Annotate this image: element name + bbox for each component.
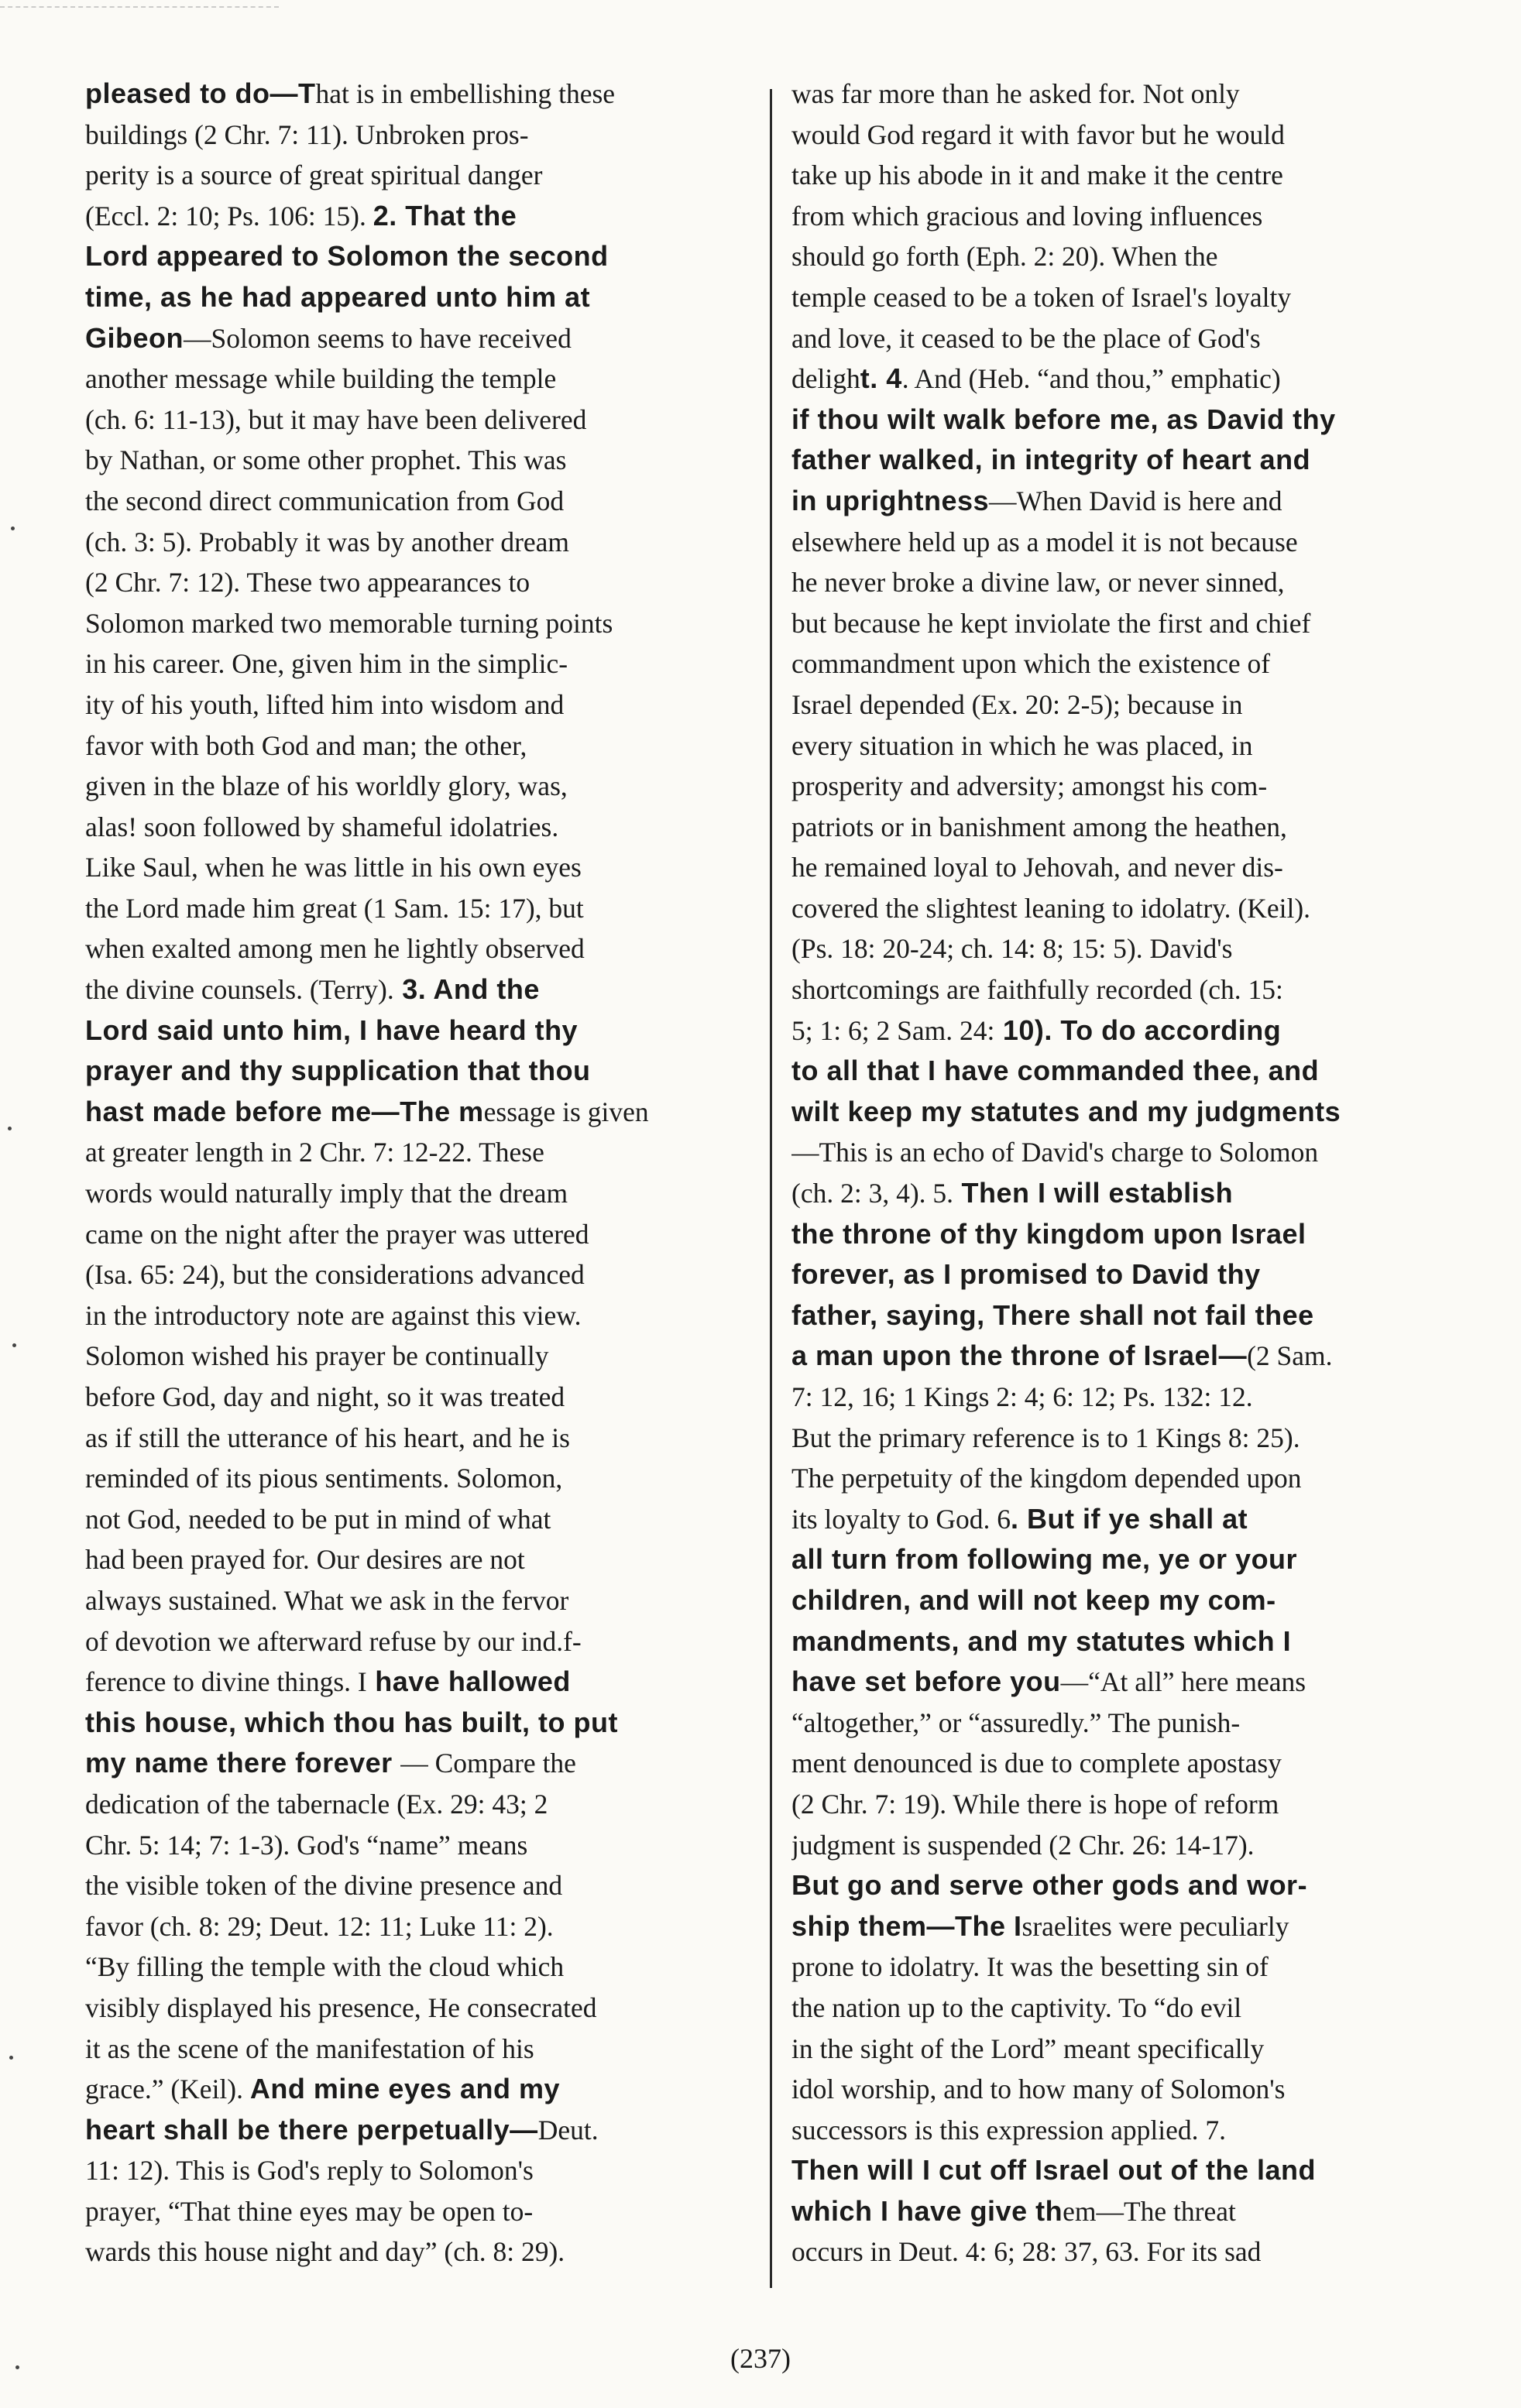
text-line: Solomon wished his prayer be continually: [85, 1340, 549, 1372]
text-line: which I have give them—The threat: [791, 2194, 1236, 2227]
text-line: in the introductory note are against this view.: [85, 1299, 582, 1331]
bold-heading-text: hast made before me—The m: [85, 1095, 484, 1127]
text-line: perity is a source of great spiritual danger: [85, 160, 543, 191]
scan-speck: [11, 527, 15, 530]
bold-heading-text: 3. And the: [393, 973, 540, 1006]
text-line: visibly displayed his presence, He consecrated: [85, 1991, 597, 2023]
text-line: “altogether,” or “assuredly.” The punish-: [791, 1707, 1241, 1738]
bold-heading-text: the throne of thy kingdom upon Israel: [791, 1217, 1306, 1250]
text-line: idol worship, and to how many of Solomon's: [791, 2074, 1286, 2105]
text-line: the Lord made him great (1 Sam. 15: 17), but: [85, 892, 584, 924]
bold-heading-text: Gibeon: [85, 321, 184, 354]
bold-heading-text: have set before you: [791, 1665, 1061, 1698]
text-line: came on the night after the prayer was uttered: [85, 1218, 589, 1250]
text-line: hast made before me—The message is given: [85, 1095, 649, 1127]
page-number: (237): [730, 2343, 791, 2374]
text-line: (Ps. 18: 20-24; ch. 14: 8; 15: 5). David's: [791, 933, 1233, 965]
text-line: he never broke a divine law, or never sinned,: [791, 567, 1285, 599]
bold-heading-text: a man upon the throne of Israel—: [791, 1339, 1248, 1372]
text-line: ship them—The Israelites were peculiarly: [791, 1909, 1289, 1942]
text-line: ment denounced is due to complete apostasy: [791, 1748, 1282, 1779]
text-line: delight. 4. And (Heb. “and thou,” emphatic): [791, 362, 1281, 395]
text-line: [791, 1621, 1465, 1662]
text-line: it as the scene of the manifestation of his: [85, 2032, 534, 2064]
text-line: given in the blaze of his worldly glory, was,: [85, 770, 568, 802]
text-line: prayer, “That thine eyes may be open to-: [85, 2195, 534, 2227]
text-line: [791, 400, 1465, 441]
text-line: he remained loyal to Jehovah, and never dis-: [791, 852, 1283, 883]
text-line: wards this house night and day” (ch. 8: 29).: [85, 2236, 565, 2268]
text-line: But the primary reference is to 1 Kings 8: 25).: [791, 1422, 1300, 1453]
text-line: heart shall be there perpetually—Deut.: [85, 2113, 599, 2146]
text-line: favor with both God and man; the other,: [85, 729, 527, 761]
text-line: [85, 236, 751, 277]
text-line: always sustained. What we ask in the fervor: [85, 1584, 569, 1616]
text-line: the nation up to the captivity. To “do evil: [791, 1991, 1242, 2023]
text-line: have set before you—“At all” here means: [791, 1665, 1306, 1698]
text-line: Gibeon—Solomon seems to have received: [85, 321, 572, 354]
text-line: 11: 12). This is God's reply to Solomon's: [85, 2155, 534, 2187]
text-line: [791, 2150, 1465, 2191]
text-line: should go forth (Eph. 2: 20). When the: [791, 241, 1218, 273]
text-line: but because he kept inviolate the first and chief: [791, 607, 1311, 639]
bold-heading-text: father, saying, There shall not fail thee: [791, 1298, 1314, 1331]
text-line: “By filling the temple with the cloud which: [85, 1951, 565, 1983]
bold-heading-text: prayer and thy supplication that thou: [85, 1055, 591, 1087]
text-line: when exalted among men he lightly observed: [85, 933, 585, 965]
left-column: [85, 74, 768, 2288]
text-line: Israel depended (Ex. 20: 2-5); because in: [791, 688, 1243, 720]
scan-speck: [9, 2056, 13, 2060]
text-line: had been prayed for. Our desires are not: [85, 1544, 525, 1576]
bold-heading-text: to all that I have commanded thee, and: [791, 1055, 1320, 1087]
bold-heading-text: forever, as I promised to David thy: [791, 1258, 1261, 1291]
text-line: as if still the utterance of his heart, and he is: [85, 1422, 570, 1453]
text-line: Like Saul, when he was little in his own eyes: [85, 852, 582, 883]
text-line: [791, 1214, 1465, 1255]
text-line: take up his abode in it and make it the centre: [791, 160, 1283, 191]
text-line: 7: 12, 16; 1 Kings 2: 4; 6: 12; Ps. 132: 12.: [791, 1381, 1253, 1412]
bold-heading-text: But go and serve other gods and wor-: [791, 1869, 1308, 1902]
bold-heading-text: which I have give th: [791, 2194, 1063, 2227]
bold-heading-text: if thou wilt walk before me, as David thy: [791, 403, 1336, 435]
bold-heading-text: children, and will not keep my com-: [791, 1583, 1276, 1616]
text-line: judgment is suspended (2 Chr. 26: 14-17).: [791, 1829, 1255, 1861]
bold-heading-text: this house, which thou has built, to put: [85, 1706, 618, 1738]
scan-edge-mark: [0, 6, 279, 12]
text-line: ference to divine things. I have hallowed: [85, 1665, 571, 1698]
text-line: at greater length in 2 Chr. 7: 12-22. These: [85, 1137, 544, 1168]
text-line: my name there forever — Compare the: [85, 1747, 576, 1779]
text-line: would God regard it with favor but he would: [791, 118, 1285, 150]
text-line: [791, 1254, 1465, 1295]
text-line: 5; 1: 6; 2 Sam. 24: 10). To do according: [791, 1014, 1282, 1046]
bold-heading-text: wilt keep my statutes and my judgments: [791, 1095, 1341, 1127]
text-line: (ch. 2: 3, 4). 5. Then I will establish: [791, 1177, 1234, 1209]
bold-heading-text: 10). To do according: [994, 1014, 1282, 1046]
bold-heading-text: in uprightness: [791, 484, 990, 516]
text-line: (ch. 6: 11-13), but it may have been delivered: [85, 403, 587, 435]
text-line: in his career. One, given him in the simplic-: [85, 648, 568, 680]
text-line: not God, needed to be put in mind of what: [85, 1503, 551, 1535]
column-divider: [770, 89, 772, 2288]
text-line: elsewhere held up as a model it is not because: [791, 526, 1298, 557]
bold-heading-text: all turn from following me, ye or your: [791, 1543, 1298, 1576]
right-column: [782, 74, 1465, 2288]
bold-heading-text: And mine eyes and my: [249, 2073, 561, 2105]
text-line: in uprightness—When David is here and: [791, 484, 1282, 516]
text-line: prone to idolatry. It was the besetting sin of: [791, 1951, 1269, 1983]
text-line: patriots or in banishment among the heathen,: [791, 811, 1287, 842]
bold-heading-text: my name there forever: [85, 1747, 401, 1779]
text-line: [85, 1051, 751, 1092]
text-line: ity of his youth, lifted him into wisdom and: [85, 688, 565, 720]
bold-heading-text: have hallowed: [366, 1665, 571, 1698]
text-line: Solomon marked two memorable turning points: [85, 607, 613, 639]
text-line: [791, 1295, 1465, 1336]
text-line: [791, 1865, 1465, 1906]
text-line: (Isa. 65: 24), but the considerations advanced: [85, 1259, 585, 1291]
text-line: covered the slightest leaning to idolatry. (Keil).: [791, 892, 1311, 924]
text-line: the visible token of the divine presence and: [85, 1870, 563, 1902]
bold-heading-text: . But if ye shall at: [1011, 1502, 1248, 1535]
text-line: [85, 1010, 751, 1051]
bold-heading-text: time, as he had appeared unto him at: [85, 280, 591, 313]
text-line: words would naturally imply that the dream: [85, 1178, 568, 1209]
text-line: —This is an echo of David's charge to Solomon: [791, 1137, 1319, 1168]
bold-heading-text: Then I will establish: [953, 1177, 1234, 1209]
text-line: prosperity and adversity; amongst his com-: [791, 770, 1268, 802]
text-line: in the sight of the Lord” meant specifically: [791, 2032, 1265, 2064]
text-line: [791, 1051, 1465, 1092]
text-line: occurs in Deut. 4: 6; 28: 37, 63. For its sad: [791, 2236, 1262, 2268]
text-line: shortcomings are faithfully recorded (ch. 15:: [791, 974, 1283, 1006]
text-line: (ch. 3: 5). Probably it was by another dream: [85, 526, 570, 557]
text-line: and love, it ceased to be the place of God's: [791, 322, 1261, 354]
bold-heading-text: 2. That the: [373, 199, 517, 232]
book-page: [85, 74, 1464, 2303]
text-line: the divine counsels. (Terry). 3. And the: [85, 973, 540, 1006]
bold-heading-text: ship them—The I: [791, 1909, 1022, 1942]
text-line: favor (ch. 8: 29; Deut. 12: 11; Luke 11: 2).: [85, 1910, 554, 1942]
text-line: by Nathan, or some other prophet. This was: [85, 444, 567, 476]
text-line: pleased to do—That is in embellishing these: [85, 77, 616, 109]
bold-heading-text: t. 4: [860, 362, 902, 395]
text-line: commandment upon which the existence of: [791, 648, 1271, 680]
text-line: dedication of the tabernacle (Ex. 29: 43; 2: [85, 1788, 548, 1820]
text-line: (2 Chr. 7: 12). These two appearances to: [85, 567, 530, 599]
text-line: successors is this expression applied. 7.: [791, 2114, 1227, 2146]
text-line: The perpetuity of the kingdom depended upon: [791, 1463, 1302, 1494]
text-line: (2 Chr. 7: 19). While there is hope of reform: [791, 1788, 1279, 1820]
bold-heading-text: father walked, in integrity of heart and: [791, 444, 1311, 476]
scan-speck: [12, 1343, 16, 1347]
scan-speck: [8, 1127, 12, 1130]
text-line: another message while building the temple: [85, 363, 557, 395]
text-line: grace.” (Keil). And mine eyes and my: [85, 2073, 561, 2105]
bold-heading-text: Lord said unto him, I have heard thy: [85, 1014, 579, 1046]
text-line: a man upon the throne of Israel—(2 Sam.: [791, 1339, 1333, 1372]
text-line: [791, 1539, 1465, 1580]
text-line: [85, 277, 751, 318]
text-line: (Eccl. 2: 10; Ps. 106: 15). 2. That the: [85, 199, 517, 232]
text-line: [85, 1703, 751, 1744]
text-line: alas! soon followed by shameful idolatries.: [85, 811, 559, 842]
text-line: [791, 1092, 1465, 1133]
bold-heading-text: mandments, and my statutes which I: [791, 1624, 1292, 1657]
text-line: Chr. 5: 14; 7: 1-3). God's “name” means: [85, 1829, 528, 1861]
text-line: temple ceased to be a token of Israel's loyalty: [791, 281, 1292, 313]
text-line: [791, 440, 1465, 481]
text-line: was far more than he asked for. Not only: [791, 78, 1240, 109]
bold-heading-text: heart shall be there perpetually—: [85, 2113, 538, 2146]
text-line: before God, day and night, so it was treated: [85, 1381, 565, 1412]
bold-heading-text: Lord appeared to Solomon the second: [85, 240, 609, 273]
text-line: its loyalty to God. 6. But if ye shall at: [791, 1502, 1248, 1535]
bold-heading-text: pleased to do—T: [85, 77, 316, 109]
bold-heading-text: Then will I cut off Israel out of the land: [791, 2154, 1317, 2187]
text-line: the second direct communication from God: [85, 485, 565, 516]
text-line: every situation in which he was placed, in: [791, 729, 1253, 761]
text-line: buildings (2 Chr. 7: 11). Unbroken pros-: [85, 118, 529, 150]
text-line: of devotion we afterward refuse by our ind.f-: [85, 1625, 582, 1657]
text-line: reminded of its pious sentiments. Solomon,: [85, 1463, 563, 1494]
text-line: from which gracious and loving influences: [791, 200, 1263, 232]
text-line: [791, 1580, 1465, 1621]
